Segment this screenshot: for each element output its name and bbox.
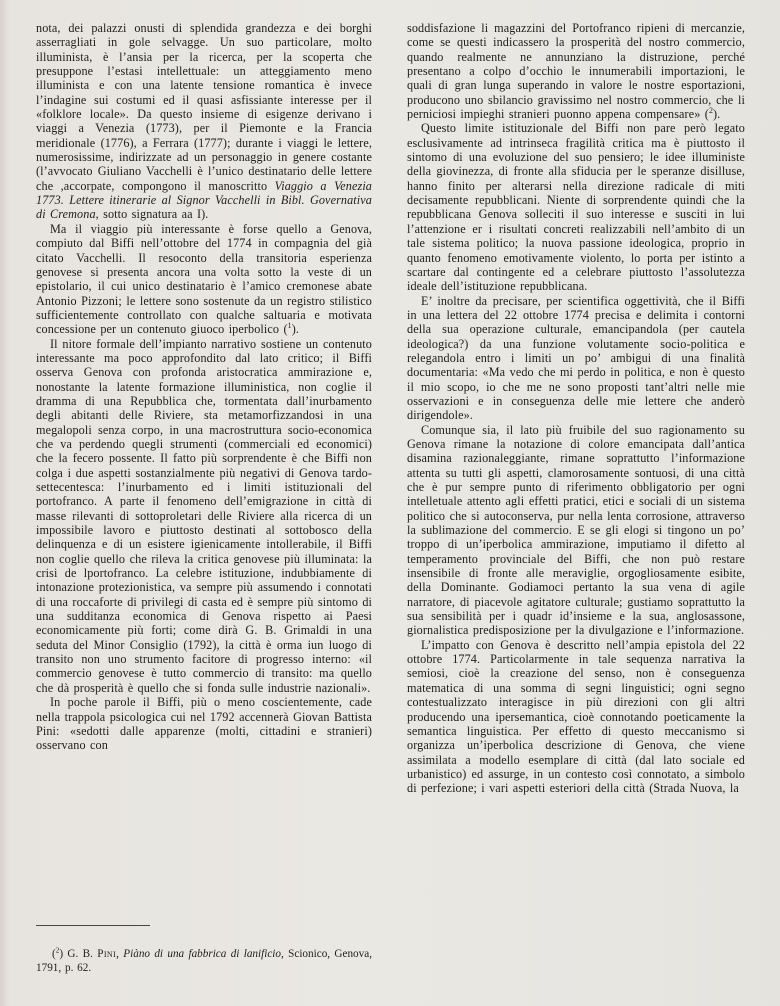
paragraph: In poche parole il Biffi, più o meno coscientemente, cade nella trappola psicologica cui nel 1792 accennerà Giovan Battista Pini: «sedotti dalle apparenze (molti, cittadini e stranieri) osservano con	[36, 695, 372, 753]
column-left	[36, 21, 372, 753]
paragraph: Questo limite istituzionale del Biffi non pare però legato esclusivamente ad intrinseca fragilità critica ma è piuttosto il sintomo di una evoluzione del suo pensiero; le idee illuministe della giovinezza, di fronte alla sfiducia per le speranze disilluse, hanno finito per alterarsi nella direzione radicale di miti decisamente repubblicani. Niente di sorprendente quindi che la repubblicana Genova solleciti il suo interesse e susciti in lui l’attenzione er i risultati concreti realizzabili nell’ambito di un tale sistema politico; la nuova passione ideologica, proprio in quanto fenomeno emotivamente violento, lo porta per istinto a scartare dal contingente ed a celebrare piuttosto l’assolutezza ideale dell’istituzione repubblicana.	[407, 121, 745, 294]
footnote-text: ($^2$) G. B. Pini, Piàno di una fabbrica di lanificio, Scionico, Genova, 1791, p. 62.	[36, 946, 372, 974]
column-right	[407, 21, 745, 796]
paragraph: Comunque sia, il lato più fruibile del suo ragionamento su Genova rimane la notazione di colore emancipata dall’antica disamina razionaleggiante, rimane soprattutto l’informazione attenta su tutti gli aspetti, clamorosamente sontuosi, di una città che è pur sempre punto di riferimento obbligatorio per ogni intelletuale attento agli effetti pratici, etici e sociali di un sistema politico che si autoconserva, pur nella lenta corrosione, attraverso la sublimazione del commercio. E se gli elogi si tingono un po’ troppo di un’iperbolica ammirazione, imputiamo il difetto al temperamento provinciale del Biffi, che non può restare insensibile di fronte alle meraviglie, orgogliosamente esibite, della Dominante. Godiamoci pertanto la sua vena di agile narratore, di piacevole agitatore culturale; gustiamo soprattutto la sua sensibilità per i quadr id’insieme e la sua, anglosassone, giornalistica predisposizione per la divulgazione e l’informazione.	[407, 422, 745, 638]
footnote	[36, 925, 372, 975]
paragraph: Ma il viaggio più interessante è forse quello a Genova, compiuto dal Biffi nell’ottobre del 1774 in compagnia del già citato Vacchelli. Il resoconto della transitoria esperienza genovese si presenta ancora una volta sotto la veste di un epistolario, il cui unico destinatario è l’amico cremonese abate Antonio Pizzoni; le lettere sono sostenute da un registro stilistico sufficientemente controllato con qualche saltuaria e motivata concessione per un contenuto giuoco iperbolico ($^1$).	[36, 221, 372, 337]
paragraph: E’ inoltre da precisare, per scientifica oggettività, che il Biffi in una lettera del 22 ottobre 1774 precisa e delimita i contorni della sua operazione culturale, emancipandola (per cautela ideologica?) da una funzione volutamente socio-politica e relegandola entro i limiti un po’ ambigui di una finalità documentaria: «Ma vedo che mi perdo in politica, e non è questo il mio scopo, io che me ne sono proposti tant’altri nelle mie osservazioni e in conseguenza delle mie lettere che anderò dirigendole».	[407, 293, 745, 423]
paragraph: soddisfazione li magazzini del Portofranco ripieni di mercanzie, come se questi indicassero la prosperità del nostro commercio, quando realmente ne annunziano la distruzione, perché presentano a colpo d’occhio le innumerabili importazioni, le quali di gran lunga superando in valore le nostre esportazioni, producono uno sbilancio gravissimo nel nostro commercio, che li perniciosi impieghi stranieri puonno appena compensare» ($^2$).	[407, 21, 745, 122]
paragraph: L’impatto con Genova è descritto nell’ampia epistola del 22 ottobre 1774. Particolarmente in tale sequenza narrativa la semiosi, cioè la creazione del senso, non è conseguenza matematica di una somma di segni linguistici; ogni segno contestualizzato interagisce in più direzioni con gli altri producendo una ipersemantica, cioè connotando poeticamente la semantica linguistica. Per effetto di questo meccanismo si organizza un’iperbolica descrizione di Genova, che viene assimilata a modello esemplare di città (dal lato sociale ed urbanistico) ed assurge, in un contesto così connotato, a simbolo di perfezione; i vari aspetti esteriori della città (Strada Nuova, la	[407, 637, 745, 796]
paragraph: nota, dei palazzi onusti di splendida grandezza e dei borghi asserragliati in gole selvagge. Un suo particolare, molto illuminista, è l’ansia per la ricerca, per la scoperta che presuppone l’estasi intellettuale: un atteggiamento meno illuminista e con una latente tensione romantica è invece l’indagine sui costumi ed il quasi asfissiante interesse per il «folklore locale». Da questo insieme di esigenze derivano i viaggi a Venezia (1773), per il Piemonte e la Francia meridionale (1776), a Ferrara (1777); durante i viaggi le lettere, numerosissime, indirizzate ad un personaggio in genere costante (l’avvocato Giuliano Vacchelli è l’unico destinatario delle lettere che ,accorpate, compongono il manoscritto Viaggio a Venezia 1773. Lettere itinerarie al Signor Vacchelli in Bibl. Governativa di Cremona, sotto signatura aa I).	[36, 21, 373, 222]
footnote-rule	[36, 925, 150, 926]
paragraph: Il nitore formale dell’impianto narrativo sostiene un contenuto interessante ma poco approfondito dal lato critico; il Biffi osserva Genova con profonda aristocratica ammirazione e, nonostante la latente formazione illuministica, non coglie il dramma di una Repubblica che, tormentata dall’inurbamento degli abitanti delle Riviere, sta metamorfizzandosi in una megalopoli senza corpo, in una macrostruttura socio-economica che va perdendo quegli strumenti (commerciali ed economici) che la fecero possente. Il fatto più sorprendente è che Biffi non colga i due aspetti sostanzialmente più negativi di Genova tardo-settecentesca: l’inurbamento ed i limiti istituzionali del portofranco. A parte il fenomeno dell’emigrazione in città di masse rilevanti di sottoproletari delle Riviere alla ricerca di un impossibile lavoro e piuttosto destinati al sottobosco della delinquenza e di un esistere igienicamente intollerabile, il Biffi non coglie quello che rileva la critica genovese più illuminata: la crisi de lportofranco. La celebre istituzione, indubbiamente di intonazione protezionistica, va sempre più assumendo i connotati di una roccaforte di privilegi di casta ed è sempre più sintomo di una sudditanza economica di Genova rispetto ai Paesi economicamente più forti; come dirà G. B. Grimaldi in una seduta del Minor Consiglio (1792), la città è orma iun luogo di transito non uno strumento facitore di progresso interno: «il commercio genovese è tutto commercio di transito: ma quello che dà prosperità è quello che si fonda sulle industrie nazionali».	[36, 336, 372, 695]
